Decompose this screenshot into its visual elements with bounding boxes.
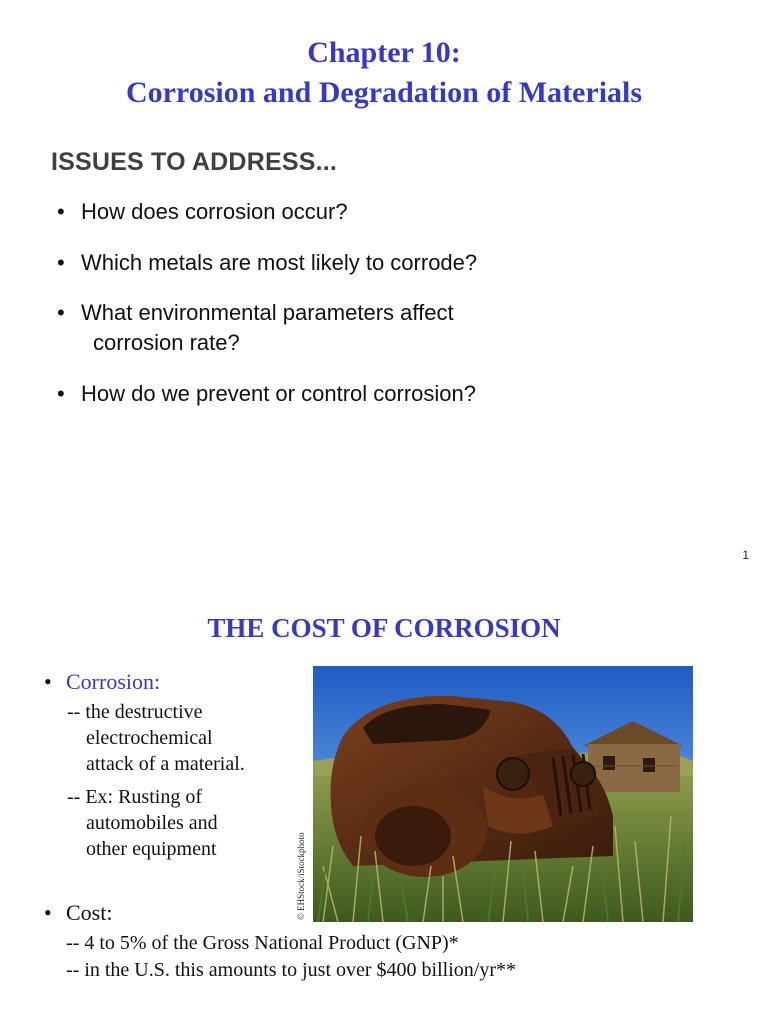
issues-heading: ISSUES TO ADDRESS... xyxy=(51,148,338,176)
question-text: How does corrosion occur? xyxy=(81,199,348,224)
bullet: • xyxy=(57,250,65,275)
question-2 xyxy=(57,248,477,278)
question-text: How do we prevent or control corrosion? xyxy=(81,381,476,406)
example-block xyxy=(67,784,218,862)
cost-block xyxy=(66,930,516,984)
bullet: • xyxy=(44,900,52,925)
bullet: • xyxy=(57,300,65,325)
definition-block xyxy=(67,699,245,777)
cost-bullet xyxy=(44,900,112,926)
page-number: 1 xyxy=(742,548,749,562)
example-line: other equipment xyxy=(86,838,217,860)
chapter-title: Chapter 10: xyxy=(307,36,461,69)
example-line: automobiles and xyxy=(86,812,218,834)
cost-term: Cost: xyxy=(66,900,113,925)
bullet: • xyxy=(57,199,65,224)
example-line: -- Ex: Rusting of xyxy=(67,786,202,808)
bullet: • xyxy=(44,669,52,694)
photo-credit: © EHStock/iStockphoto xyxy=(296,832,306,920)
question-4 xyxy=(57,379,476,409)
question-3 xyxy=(57,298,454,358)
rusted-car-photo xyxy=(313,666,693,922)
definition-line: -- the destructive xyxy=(67,701,203,723)
question-1 xyxy=(57,197,348,227)
slide-title: THE COST OF CORROSION xyxy=(207,613,561,643)
question-text: Which metals are most likely to corrode? xyxy=(81,250,478,275)
cost-line: -- 4 to 5% of the Gross National Product (GNP)* xyxy=(66,932,459,954)
cost-line: -- in the U.S. this amounts to just over $400 billion/yr** xyxy=(66,959,516,981)
definition-line: electrochemical xyxy=(86,727,213,749)
corrosion-term: Corrosion: xyxy=(66,669,161,694)
chapter-subtitle: Corrosion and Degradation of Materials xyxy=(125,76,643,109)
bullet: • xyxy=(57,381,65,406)
rusted-car-illustration xyxy=(313,666,693,922)
question-text: What environmental parameters affect xyxy=(81,300,454,325)
corrosion-bullet xyxy=(44,669,160,695)
question-continuation: corrosion rate? xyxy=(93,330,240,355)
definition-line: attack of a material. xyxy=(86,753,245,775)
slide-2 xyxy=(0,585,768,1024)
